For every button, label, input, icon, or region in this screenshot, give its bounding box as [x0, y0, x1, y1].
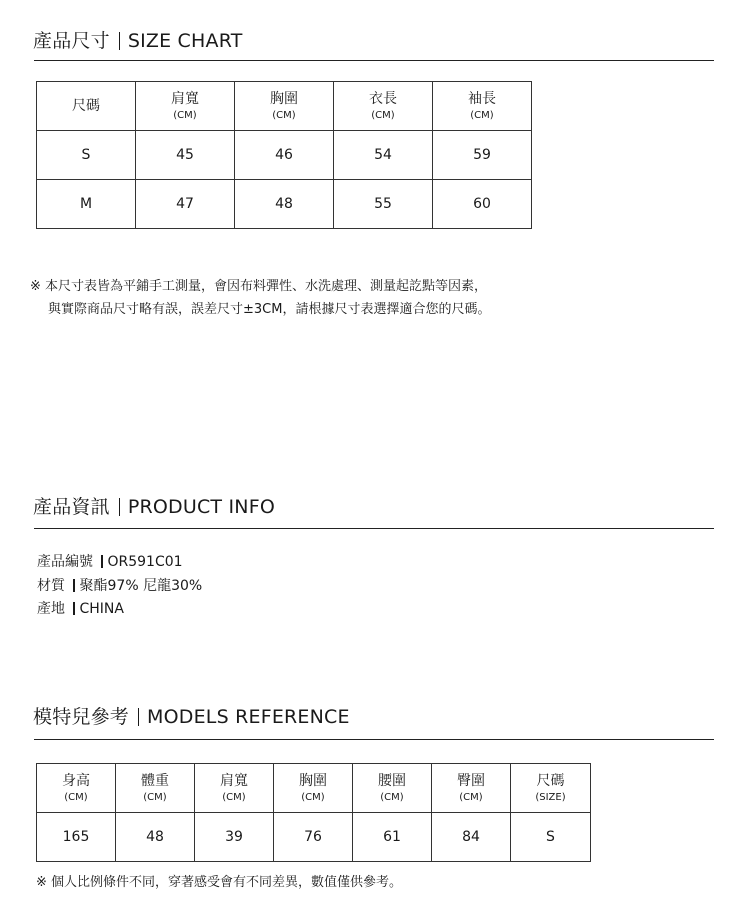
info-item-material [37, 575, 202, 595]
size-chart-divider [34, 60, 714, 61]
table-cell: 59 [433, 131, 532, 180]
header-cell-chest: 胸圍 (CM) [235, 82, 334, 131]
table-cell: 48 [116, 813, 195, 862]
header-cell-size: 尺碼 (SIZE) [511, 764, 591, 813]
header-cell-hip: 臀圍 (CM) [432, 764, 511, 813]
size-chart-title [33, 26, 243, 53]
size-chart-header-row [37, 82, 532, 131]
title-separator [138, 708, 139, 726]
table-cell: M [37, 180, 136, 229]
product-info-title-en: PRODUCT INFO [127, 496, 275, 518]
table-cell: 39 [195, 813, 274, 862]
title-separator [119, 498, 120, 516]
header-cell-weight: 體重 (CM) [116, 764, 195, 813]
table-cell: 165 [37, 813, 116, 862]
header-cell-length: 衣長 (CM) [334, 82, 433, 131]
info-value: 聚酯97% 尼龍30% [79, 578, 203, 594]
info-label: 產品編號 [37, 554, 93, 570]
table-cell: 84 [432, 813, 511, 862]
models-header-row [37, 764, 591, 813]
product-info-divider [34, 528, 714, 529]
size-chart-title-zh: 產品尺寸 [33, 30, 110, 52]
product-info-title [33, 492, 275, 519]
info-value: OR591C01 [107, 554, 183, 570]
header-cell-chest: 胸圍 (CM) [274, 764, 353, 813]
info-label: 材質 [37, 578, 65, 594]
table-cell: 54 [334, 131, 433, 180]
header-cell-sleeve: 袖長 (CM) [433, 82, 532, 131]
size-chart-note-line2: 與實際商品尺寸略有誤，誤差尺寸±3CM，請根據尺寸表選擇適合您的尺碼。 [48, 302, 491, 317]
table-row [37, 180, 532, 229]
models-reference-divider [34, 739, 714, 740]
size-chart-note-line1: ※ 本尺寸表皆為平鋪手工測量，會因布料彈性、水洗處理、測量起訖點等因素， [30, 279, 488, 294]
table-cell: 47 [136, 180, 235, 229]
product-info-title-zh: 產品資訊 [33, 496, 110, 518]
models-reference-note: ※ 個人比例條件不同，穿著感受會有不同差異，數值僅供參考。 [36, 875, 403, 890]
info-label: 產地 [37, 601, 65, 617]
size-chart-title-en: SIZE CHART [127, 30, 243, 52]
header-cell-size: 尺碼 [37, 82, 136, 131]
table-row [37, 131, 532, 180]
table-cell: 55 [334, 180, 433, 229]
models-reference-table [36, 763, 591, 862]
title-separator [119, 32, 120, 50]
table-cell: 45 [136, 131, 235, 180]
info-item-product-code [37, 551, 183, 571]
info-value: CHINA [79, 601, 124, 617]
models-reference-title-zh: 模特兒參考 [33, 706, 130, 728]
table-cell: S [511, 813, 591, 862]
table-cell: 48 [235, 180, 334, 229]
info-separator [73, 579, 75, 592]
table-cell: S [37, 131, 136, 180]
header-cell-height: 身高 (CM) [37, 764, 116, 813]
header-cell-shoulder: 肩寬 (CM) [136, 82, 235, 131]
header-cell-shoulder: 肩寬 (CM) [195, 764, 274, 813]
table-cell: 76 [274, 813, 353, 862]
table-cell: 46 [235, 131, 334, 180]
info-item-origin [37, 598, 124, 618]
models-reference-title [33, 702, 350, 729]
info-separator [101, 555, 103, 568]
table-cell: 60 [433, 180, 532, 229]
info-separator [73, 602, 75, 615]
header-cell-waist: 腰圍 (CM) [353, 764, 432, 813]
table-row [37, 813, 591, 862]
table-cell: 61 [353, 813, 432, 862]
size-chart-table [36, 81, 532, 229]
models-reference-title-en: MODELS REFERENCE [147, 706, 350, 728]
